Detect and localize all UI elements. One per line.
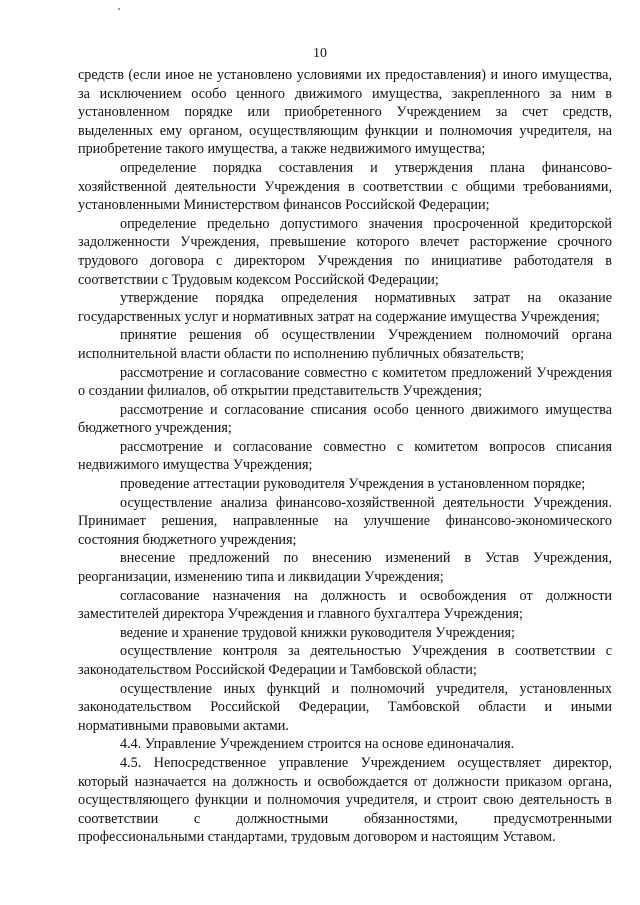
- paragraph-analysis: осуществление анализа финансово-хозяйственной деятельности Учреждения. Принимает решения, направленные на улучшение финансово-экономического состояния бюджетного учреждения;: [78, 494, 612, 548]
- paragraph-deputy-appointment: согласование назначения на должность и освобождения от должности заместителей директора Учреждения и главного бухгалтера Учреждения;: [78, 587, 612, 623]
- paragraph-normative-costs: утверждение порядка определения нормативных затрат на оказание государственных услуг и нормативных затрат на содержание имущества Учреждения;: [78, 290, 612, 325]
- paragraph-financial-plan: определение порядка составления и утверждения плана финансово-хозяйственной деятельности Учреждения в соответствии с общими требованиями, установленными Министерством финансов Российской Федерации;: [78, 159, 612, 214]
- paragraph-control: осуществление контроля за деятельностью Учреждения в соответствии с законодательством Российской Федерации и Тамбовской области;: [78, 643, 612, 678]
- paragraph-attestation: проведение аттестации руководителя Учреждения в установленном порядке;: [120, 476, 586, 493]
- page-number: 10: [313, 46, 327, 61]
- paragraph-movable-writeoff: рассмотрение и согласование списания особо ценного движимого имущества бюджетного учреждения;: [78, 401, 612, 437]
- paragraph-real-estate-writeoff: рассмотрение и согласование совместно с комитетом вопросов списания недвижимого имущества Учреждения;: [78, 438, 612, 474]
- paragraph-4-4: 4.4. Управление Учреждением строится на основе единоначалия.: [120, 736, 515, 753]
- paragraph-continuation: средств (если иное не установлено условиями их предоставления) и иного имущества, за исключением особо ценного движимого имущества, закрепленного за ним в установленном порядке или приобретенного Учреждением за счет средств, выделенных ему органом, осуществляющим функции и полномочия учредителя, на приобретение такого имущества, а также недвижимого имущества;: [78, 67, 612, 158]
- paragraph-public-obligations: принятие решения об осуществлении Учреждением полномочий органа исполнительной власти области по исполнению публичных обязательств;: [78, 327, 612, 362]
- paragraph-overdue-debt: определение предельно допустимого значения просроченной кредиторской задолженности Учреждения, превышение которого влечет расторжение срочного трудового договора с директором Учреждения по инициативе работодателя в соответствии с Трудовым кодексом Российской Федерации;: [78, 215, 612, 288]
- paragraph-branches: рассмотрение и согласование совместно с комитетом предложений Учреждения о создании филиалов, об открытии представительств Учреждения;: [78, 364, 612, 400]
- paragraph-other-functions: осуществление иных функций и полномочий учредителя, установленных законодательством Российской Федерации, Тамбовской области и иными нормативными правовыми актами.: [78, 680, 612, 734]
- document-body: [78, 66, 612, 847]
- paragraph-work-book: ведение и хранение трудовой книжки руководителя Учреждения;: [120, 624, 515, 641]
- scan-artifact-dot: [118, 8, 120, 10]
- paragraph-4-5: 4.5. Непосредственное управление Учреждением осуществляет директор, который назначается на должность и освобождается от должности приказом органа, осуществляющего функции и полномочия учредителя, и строит свою деятельность в соответствии с должностными обязанностями, предусмотренными профессиональными стандартами, трудовым договором и настоящим Уставом.: [78, 754, 612, 846]
- paragraph-charter-changes: внесение предложений по внесению изменений в Устав Учреждения, реорганизации, изменению типа и ликвидации Учреждения;: [78, 550, 612, 586]
